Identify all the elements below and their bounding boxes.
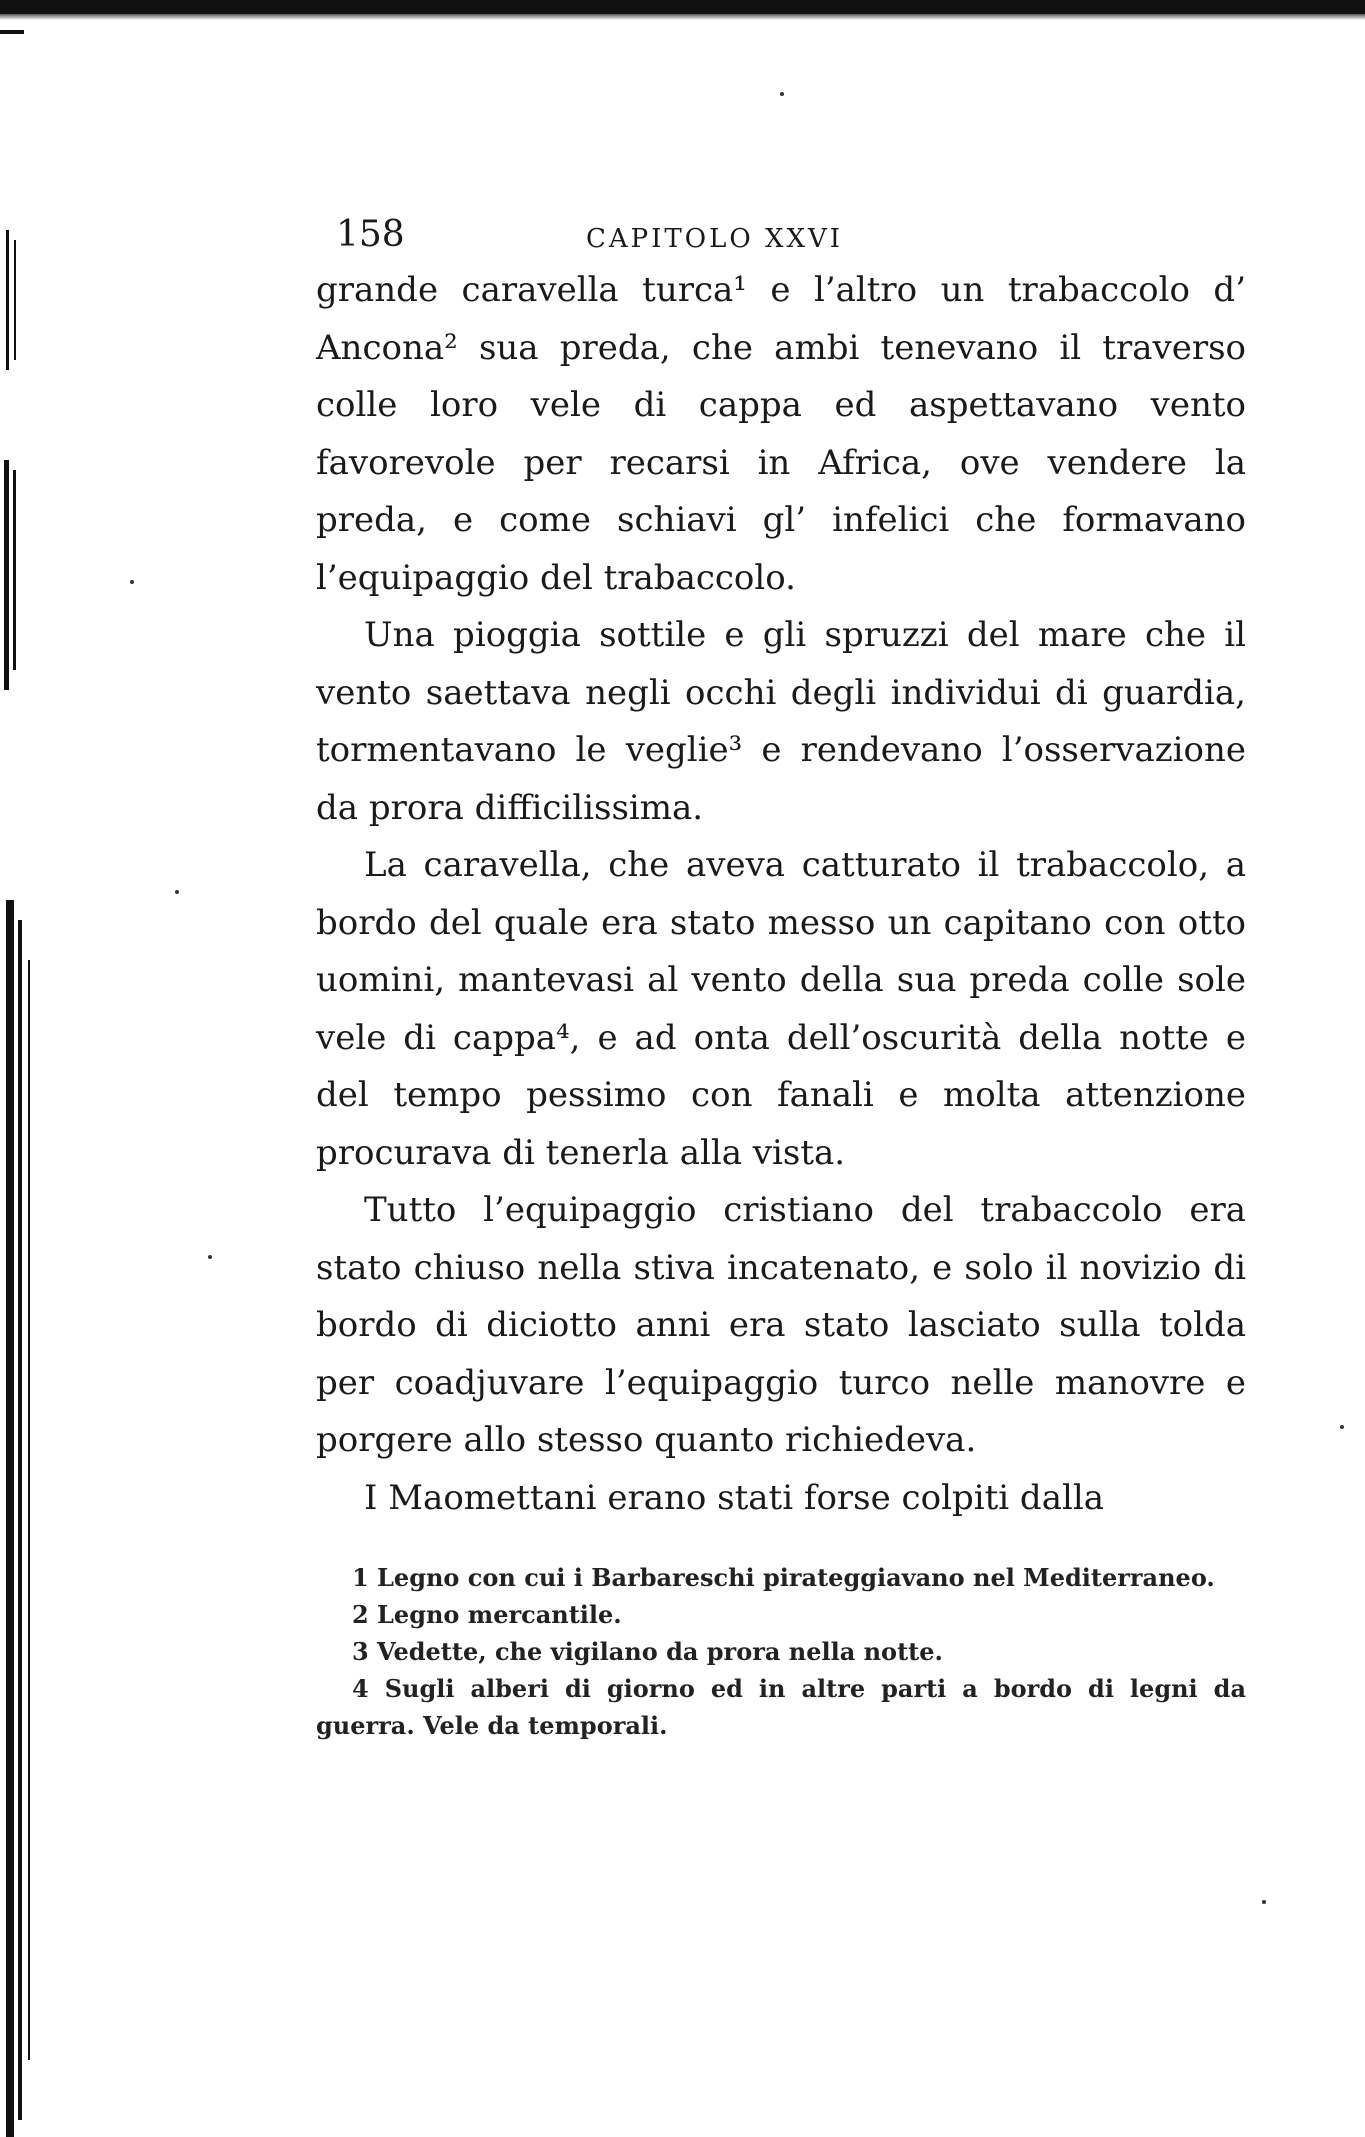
footnote: 2 Legno mercantile. [352, 1600, 622, 1629]
chapter-title: CAPITOLO XXVI [586, 224, 844, 254]
running-head [316, 200, 1246, 262]
scan-speck [1340, 1425, 1344, 1429]
footnote: 1 Legno con cui i Barbareschi pirateggiavano nel Mediterraneo. [352, 1563, 1215, 1592]
scan-top-edge [0, 0, 1365, 14]
scan-speck [130, 580, 134, 584]
scan-binding-edge [0, 0, 60, 2137]
scan-speck [208, 1255, 212, 1259]
book-page [316, 200, 1246, 1744]
scan-speck [780, 92, 784, 96]
scan-speck [1262, 1900, 1266, 1904]
footnote: 3 Vedette, che vigilano da prora nella notte. [352, 1637, 943, 1666]
paragraph: Una pioggia sottile e gli spruzzi del mare che il vento saettava negli occhi degli individui di guardia, tormentavano le veglie³ e rendevano l’osservazione da prora difficilissima. [316, 615, 1246, 828]
paragraph: La caravella, che aveva catturato il trabaccolo, a bordo del quale era stato messo un capitano con otto uomini, mantevasi al vento della sua preda colle sole vele di cappa⁴, e ad onta dell’oscurità della notte e del tempo pessimo con fanali e molta attenzione procurava di tenerla alla vista. [316, 845, 1246, 1173]
paragraph: I Maomettani erano stati forse colpiti dalla [364, 1477, 1104, 1518]
page-number: 158 [336, 214, 405, 255]
scan-top-shadow [0, 14, 1365, 20]
paragraph: Tutto l’equipaggio cristiano del trabaccolo era stato chiuso nella stiva incatenato, e solo il novizio di bordo di diciotto anni era stato lasciato sulla tolda per coadjuvare l’equipaggio turco nelle manovre e porgere allo stesso quanto richiedeva. [316, 1190, 1246, 1460]
footnote: 4 Sugli alberi di giorno ed in altre parti a bordo di legni da guerra. Vele da temporali. [316, 1674, 1246, 1740]
body-text [316, 262, 1246, 1527]
paragraph: grande caravella turca¹ e l’altro un trabaccolo d’ Ancona² sua preda, che ambi tenevano il traverso colle loro vele di cappa ed aspettavano vento favorevole per recarsi in Africa, ove vendere la preda, e come schiavi gl’ infelici che formavano l’equipaggio del trabaccolo. [316, 270, 1246, 598]
scan-speck [175, 890, 179, 894]
footnotes [316, 1559, 1246, 1744]
